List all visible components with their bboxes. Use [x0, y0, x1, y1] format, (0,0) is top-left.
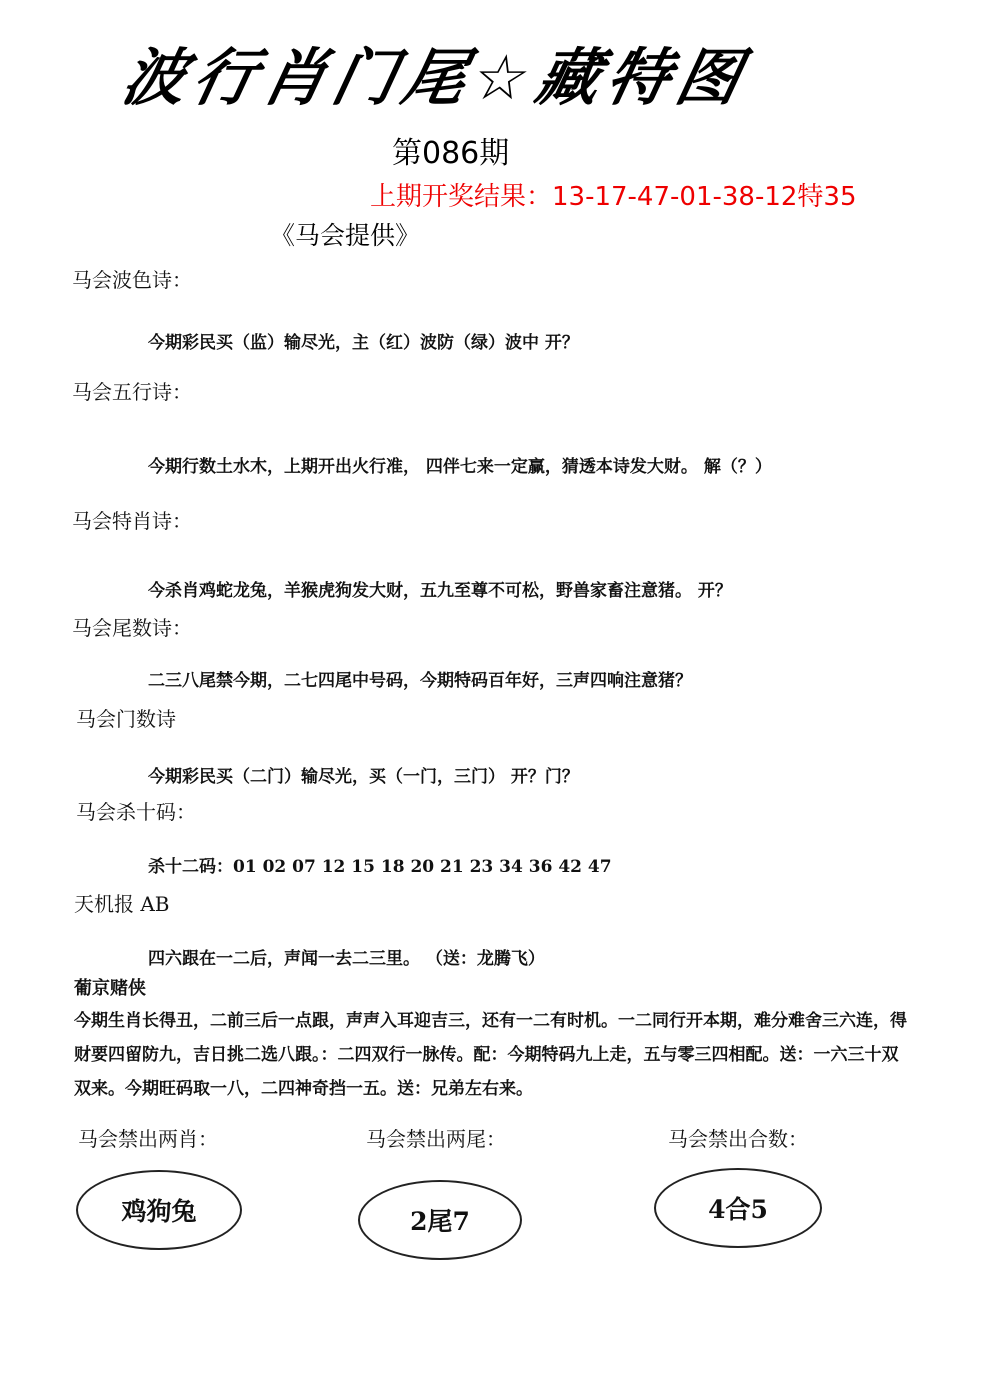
puzzle-heading: 葡京赌侠	[74, 978, 146, 999]
ban-sum-label: 马会禁出合数：	[668, 1127, 808, 1151]
ban-tail-value: 2尾7	[410, 1207, 470, 1236]
page-title: 波行肖门尾☆藏特图	[116, 41, 756, 114]
section-heading-five-elements: 马会五行诗：	[72, 380, 192, 404]
section-text-five-elements: 今期行数土水木，上期开出火行准， 四伴七来一定赢，猜透本诗发大财。 解（？）	[148, 457, 772, 477]
section-text-tail-number: 二三八尾禁今期，二七四尾中号码，今期特码百年好，三声四响注意猪？	[148, 671, 692, 691]
section-heading-special-zodiac: 马会特肖诗：	[72, 509, 192, 533]
section-text-kill-numbers: 杀十二码：01 02 07 12 15 18 20 21 23 34 36 42 47	[148, 857, 612, 877]
section-text-gate-number: 今期彩民买（二门）输尽光，买（一门，三门） 开？门？	[148, 767, 579, 787]
provider-label: 《马会提供》	[270, 221, 421, 250]
issue-number: 第086期	[392, 136, 510, 171]
section-heading-kill-numbers: 马会杀十码：	[76, 800, 196, 824]
ban-zodiac-oval	[76, 1170, 242, 1250]
ban-sum-oval	[654, 1168, 822, 1248]
section-heading-oracle-ab: 天机报 AB	[74, 892, 170, 916]
section-text-wave-color: 今期彩民买（监）输尽光，主（红）波防（绿）波中 开？	[148, 333, 579, 353]
ban-tail-label: 马会禁出两尾：	[366, 1127, 506, 1151]
ban-sum-value: 4合5	[708, 1195, 768, 1224]
ban-zodiac-value: 鸡狗兔	[121, 1197, 197, 1226]
section-heading-tail-number: 马会尾数诗：	[72, 616, 192, 640]
last-draw-result: 上期开奖结果：13-17-47-01-38-12特35	[370, 182, 857, 212]
section-text-oracle-ab: 四六跟在一二后，声闻一去二三里。 （送：龙腾飞）	[148, 949, 545, 969]
ban-tail-oval	[358, 1180, 522, 1260]
ban-zodiac-label: 马会禁出两肖：	[78, 1127, 218, 1151]
section-text-special-zodiac: 今杀肖鸡蛇龙兔，羊猴虎狗发大财，五九至尊不可松，野兽家畜注意猪。 开？	[148, 581, 732, 601]
puzzle-text: 今期生肖长得丑，二前三后一点跟，声声入耳迎吉三，还有一二有时机。一二同行开本期，难分难舍三六连，得财要四留防九，吉日挑二选八跟。：二四双行一脉传。配：今期特码九上走，五与零三四相配。送：一六三十双双来。今期旺码取一八，二四神奇挡一五。送：兄弟左右来。	[74, 1011, 907, 1099]
section-heading-gate-number: 马会门数诗	[76, 707, 176, 731]
section-heading-wave-color: 马会波色诗：	[72, 268, 192, 292]
